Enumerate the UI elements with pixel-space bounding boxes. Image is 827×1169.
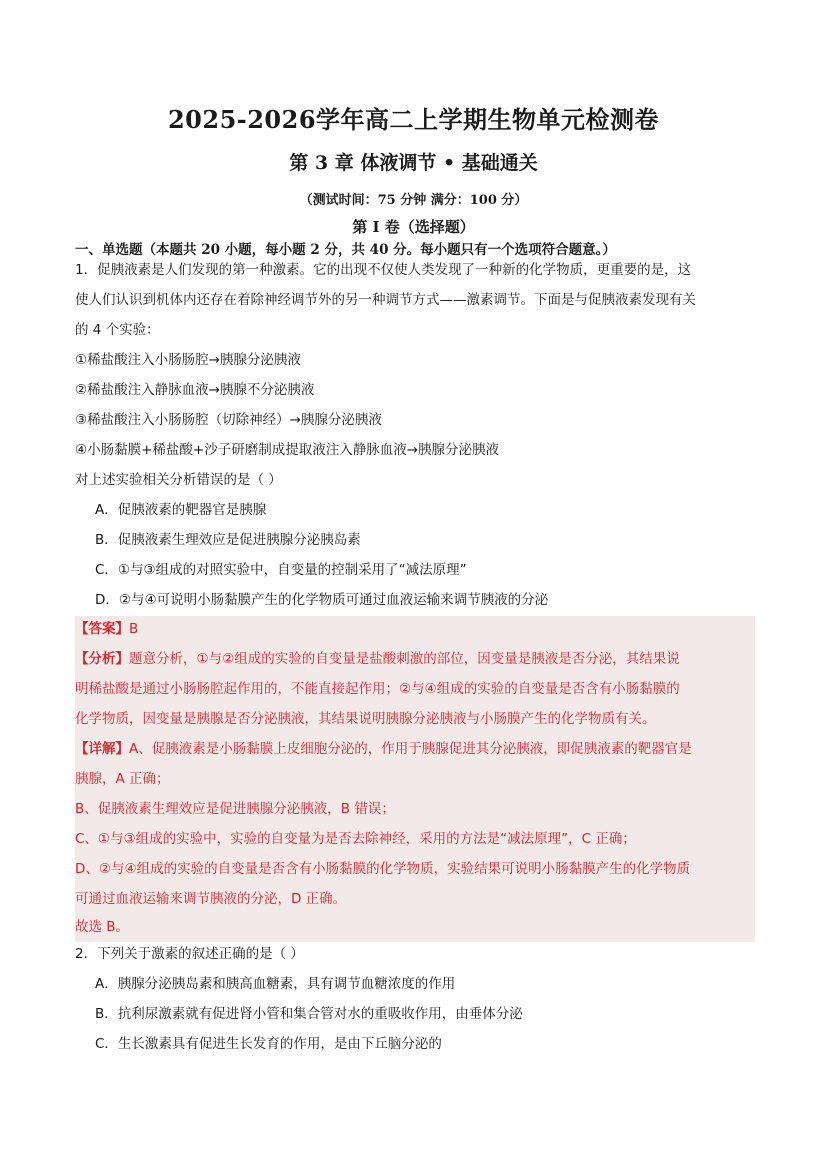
q1-experiment-2: ②稀盐酸注入静脉血液→胰腺不分泌胰液 xyxy=(75,382,315,398)
exam-info: （测试时间：75 分钟 满分：100 分） xyxy=(299,193,528,208)
q1-stem-line1: 1．促胰液素是人们发现的第一种激素。它的出现不仅使人类发现了一种新的化学物质，更重要的是，这 xyxy=(75,262,692,278)
q1-answer xyxy=(75,614,755,644)
q1-analysis-line2: 明稀盐酸是通过小肠肠腔起作用的，不能直接起作用；②与④组成的实验的自变量是否含有小肠黏膜的 xyxy=(75,681,680,697)
document-title: 2025-2026学年高二上学期生物单元检测卷 xyxy=(167,105,660,134)
q1-conclusion: 故选 B。 xyxy=(75,919,130,935)
answer-value: B xyxy=(129,621,139,637)
volume-heading: 第 I 卷（选择题） xyxy=(352,218,475,236)
q1-detail-line4: C、①与③组成的实验中，实验的自变量为是否去除神经，采用的方法是“减法原理”，C 正确； xyxy=(75,831,636,847)
analysis-tag: 【分析】 xyxy=(75,651,129,667)
q1-experiment-3: ③稀盐酸注入小肠肠腔（切除神经）→胰腺分泌胰液 xyxy=(75,412,382,428)
q1-detail-line1 xyxy=(75,734,755,764)
q2-stem: 2．下列关于激素的叙述正确的是（ ） xyxy=(75,946,304,962)
q1-stem-line3: 的 4 个实验： xyxy=(75,322,160,338)
q1-experiment-4: ④小肠黏膜+稀盐酸+沙子研磨制成提取液注入静脉血液→胰腺分泌胰液 xyxy=(75,442,500,458)
chapter-subtitle: 第 3 章 体液调节 • 基础通关 xyxy=(289,152,538,174)
detail-tag: 【详解】 xyxy=(75,741,129,757)
q1-detail-line5: D、②与④组成的实验的自变量是否含有小肠黏膜的化学物质，实验结果可说明小肠黏膜产生的化学物质 xyxy=(75,861,691,877)
q1-experiment-1: ①稀盐酸注入小肠肠腔→胰腺分泌胰液 xyxy=(75,352,301,368)
analysis-text-1: 题意分析，①与②组成的实验的自变量是盐酸刺激的部位，因变量是胰液是否分泌，其结果说 xyxy=(129,651,680,667)
answer-tag: 【答案】 xyxy=(75,621,129,637)
q1-option-d: D．②与④可说明小肠黏膜产生的化学物质可通过血液运输来调节胰液的分泌 xyxy=(95,592,549,608)
q1-detail-line6: 可通过血液运输来调节胰液的分泌，D 正确。 xyxy=(75,891,347,907)
q1-detail-line2: 胰腺，A 正确； xyxy=(75,771,170,787)
q1-option-c: C．①与③组成的对照实验中，自变量的控制采用了“减法原理” xyxy=(95,562,467,578)
q1-detail-line3: B、促胰液素生理效应是促进胰腺分泌胰液，B 错误； xyxy=(75,801,395,817)
q2-option-a: A．胰腺分泌胰岛素和胰高血糖素，具有调节血糖浓度的作用 xyxy=(95,976,456,992)
section-heading: 一、单选题（本题共 20 小题，每小题 2 分，共 40 分。每小题只有一个选项符合题意。） xyxy=(75,242,616,258)
q1-option-b: B．促胰液素生理效应是促进胰腺分泌胰岛素 xyxy=(95,532,361,548)
detail-text-1: A、促胰液素是小肠黏膜上皮细胞分泌的，作用于胰腺促进其分泌胰液，即促胰液素的靶器官是 xyxy=(129,741,692,757)
q2-option-c: C．生长激素具有促进生长发育的作用，是由下丘脑分泌的 xyxy=(95,1036,442,1052)
q1-analysis-line3: 化学物质，因变量是胰腺是否分泌胰液，其结果说明胰腺分泌胰液与小肠膜产生的化学物质有关。 xyxy=(75,711,656,727)
q1-question: 对上述实验相关分析错误的是（ ） xyxy=(75,472,282,488)
q1-analysis-line1 xyxy=(75,644,755,674)
q1-option-a: A．促胰液素的靶器官是胰腺 xyxy=(95,502,267,518)
q2-option-b: B．抗利尿激素就有促进肾小管和集合管对水的重吸收作用，由垂体分泌 xyxy=(95,1006,523,1022)
q1-stem-line2: 使人们认识到机体内还存在着除神经调节外的另一种调节方式——激素调节。下面是与促胰液素发现有关 xyxy=(75,292,696,308)
